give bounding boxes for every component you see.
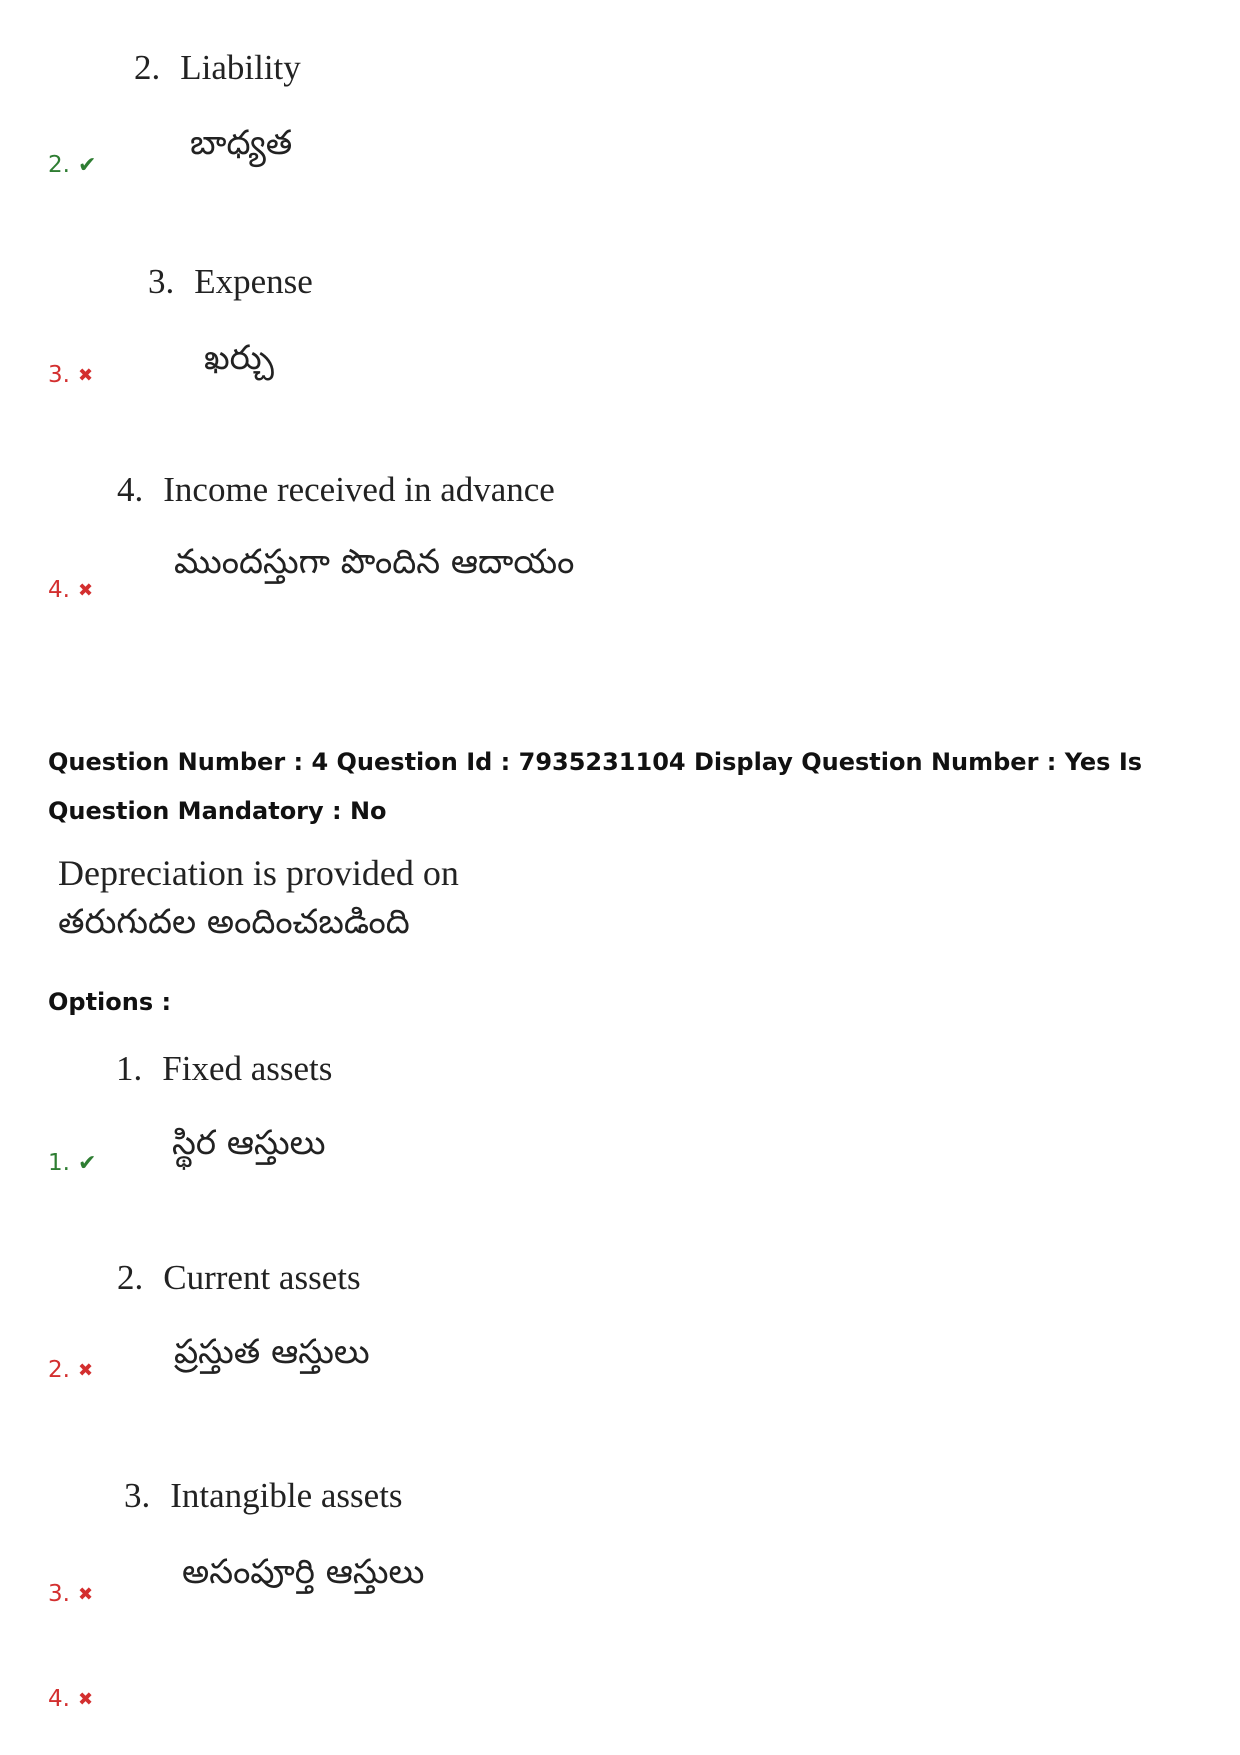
marker-number: 3. [48,1581,70,1607]
marker-number: 1. [48,1150,70,1176]
cross-icon: ✖ [77,364,94,386]
answer-marker [48,1686,93,1712]
option-english [134,48,301,88]
check-icon: ✔ [77,1150,97,1176]
check-icon: ✔ [77,152,97,178]
marker-number: 4. [48,577,70,603]
option-number: 1. [116,1049,143,1088]
cross-icon: ✖ [77,579,94,601]
option-telugu: బాధ్యత [190,123,293,163]
option-telugu: అసంపూర్తి ఆస్తులు [182,1552,425,1592]
answer-marker [48,1581,93,1607]
answer-marker [48,152,96,178]
answer-marker [48,1150,96,1176]
question-text-telugu: తరుగుదల అందించబడింది [58,902,410,942]
option-english [117,470,555,510]
option-number: 2. [117,1258,144,1297]
option-number: 4. [117,470,144,509]
options-label: Options : [48,988,172,1016]
option-telugu: ప్రస్తుత ఆస్తులు [174,1332,370,1372]
option-english [124,1476,403,1516]
marker-number: 2. [48,152,70,178]
answer-marker [48,362,93,388]
option-english [148,262,313,302]
option-telugu: ఖర్చు [204,338,274,378]
question-header: Question Number : 4 Question Id : 7935231104 Display Question Number : Yes Is Question Mandatory : No [48,748,1143,825]
option-english-text: Current assets [163,1258,361,1297]
option-number: 3. [124,1476,151,1515]
option-telugu: స్థిర ఆస్తులు [172,1123,326,1163]
option-number: 3. [148,262,175,301]
answer-marker [48,577,93,603]
option-english [117,1258,361,1298]
option-english-text: Expense [194,262,313,301]
option-english-text: Income received in advance [163,470,555,509]
cross-icon: ✖ [77,1359,94,1381]
answer-marker [48,1357,93,1383]
option-english-text: Fixed assets [162,1049,333,1088]
option-number: 2. [134,48,161,87]
option-english-text: Intangible assets [170,1476,403,1515]
cross-icon: ✖ [77,1688,94,1710]
marker-number: 2. [48,1357,70,1383]
marker-number: 4. [48,1686,70,1712]
option-english [116,1049,332,1089]
question-text-english: Depreciation is provided on [58,853,459,893]
marker-number: 3. [48,362,70,388]
option-telugu: ముందస్తుగా పొందిన ఆదాయం [174,542,575,582]
option-english-text: Liability [180,48,301,87]
cross-icon: ✖ [77,1583,94,1605]
